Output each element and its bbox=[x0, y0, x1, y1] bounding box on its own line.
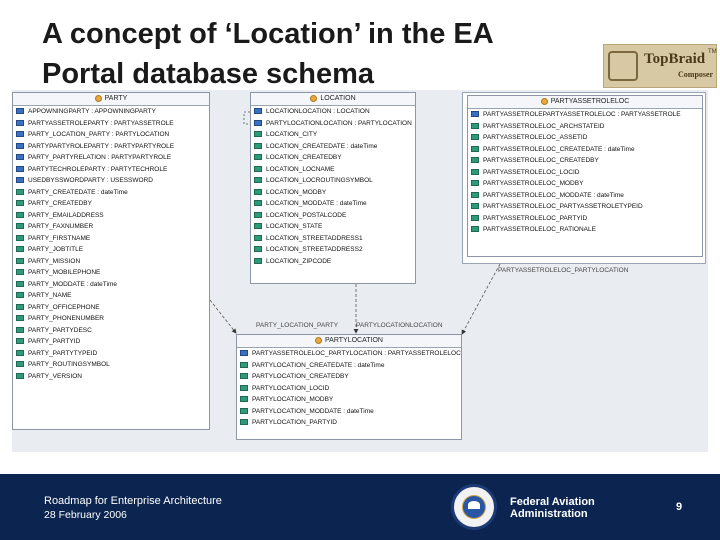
logo-trademark: TM bbox=[708, 49, 717, 55]
column-label: LOCATION_LOCROUTINGSYMBOL bbox=[266, 177, 373, 184]
datatype-property-icon bbox=[16, 338, 24, 344]
table-column-row[interactable] bbox=[13, 152, 209, 164]
datatype-property-icon bbox=[254, 154, 262, 160]
datatype-property-icon bbox=[240, 373, 248, 379]
table-column-row[interactable] bbox=[251, 187, 415, 199]
relation-label-partylocation-location: PARTYLOCATIONLOCATION bbox=[356, 322, 443, 329]
datatype-property-icon bbox=[240, 419, 248, 425]
column-label: PARTYASSETROLEPARTY : PARTYASSETROLE bbox=[28, 119, 174, 127]
datatype-property-icon bbox=[16, 212, 24, 218]
table-column-row[interactable] bbox=[251, 233, 415, 245]
table-column-row[interactable] bbox=[251, 221, 415, 233]
datatype-property-icon bbox=[254, 223, 262, 229]
column-label: PARTYLOCATION_MODDATE : dateTime bbox=[252, 407, 374, 415]
datatype-property-icon bbox=[254, 166, 262, 172]
datatype-property-icon bbox=[471, 180, 479, 186]
column-label: PARTY_MODDATE : dateTime bbox=[28, 280, 117, 288]
datatype-property-icon bbox=[240, 385, 248, 391]
table-column-row[interactable] bbox=[251, 129, 415, 141]
table-column-row[interactable] bbox=[251, 175, 415, 187]
column-label: PARTYLOCATION_MODBY bbox=[252, 396, 334, 403]
table-column-row[interactable] bbox=[468, 224, 702, 236]
table-column-row[interactable] bbox=[251, 210, 415, 222]
datatype-property-icon bbox=[16, 200, 24, 206]
datatype-property-icon bbox=[254, 246, 262, 252]
table-column-row[interactable] bbox=[468, 213, 702, 225]
column-label: PARTYTECHROLEPARTY : PARTYTECHROLE bbox=[28, 165, 168, 173]
table-column-row[interactable] bbox=[13, 325, 209, 337]
table-key-icon bbox=[541, 98, 548, 105]
datatype-property-icon bbox=[471, 157, 479, 163]
table-column-row[interactable] bbox=[13, 256, 209, 268]
relationship-property-icon bbox=[16, 154, 24, 160]
table-column-row[interactable] bbox=[13, 348, 209, 360]
datatype-property-icon bbox=[16, 281, 24, 287]
partyassetroleloc-table-name: PARTYASSETROLELOC bbox=[550, 98, 630, 105]
table-column-row[interactable] bbox=[468, 144, 702, 156]
party-table-name: PARTY bbox=[104, 95, 128, 102]
relationship-property-icon bbox=[254, 120, 262, 126]
table-column-row[interactable] bbox=[237, 394, 461, 406]
table-column-row[interactable] bbox=[13, 198, 209, 210]
table-column-row[interactable] bbox=[13, 106, 209, 118]
datatype-property-icon bbox=[16, 292, 24, 298]
datatype-property-icon bbox=[471, 134, 479, 140]
column-label: PARTY_VERSION bbox=[28, 372, 82, 380]
column-label: APPOWNINGPARTY : APPOWNINGPARTY bbox=[28, 108, 156, 115]
table-column-row[interactable] bbox=[251, 256, 415, 268]
datatype-property-icon bbox=[240, 396, 248, 402]
table-column-row[interactable] bbox=[13, 290, 209, 302]
partylocation-table-name: PARTYLOCATION bbox=[325, 337, 383, 344]
table-column-row[interactable] bbox=[251, 141, 415, 153]
table-column-row[interactable] bbox=[468, 121, 702, 133]
relationship-property-icon bbox=[471, 111, 479, 117]
slide-title bbox=[42, 14, 602, 94]
datatype-property-icon bbox=[471, 123, 479, 129]
table-column-row[interactable] bbox=[251, 118, 415, 130]
datatype-property-icon bbox=[254, 212, 262, 218]
table-column-row[interactable] bbox=[251, 106, 415, 118]
datatype-property-icon bbox=[254, 258, 262, 264]
table-column-row[interactable] bbox=[13, 267, 209, 279]
relationship-property-icon bbox=[16, 177, 24, 183]
datatype-property-icon bbox=[254, 177, 262, 183]
column-label: LOCATION_MODBY bbox=[266, 188, 327, 196]
table-column-row[interactable] bbox=[13, 279, 209, 291]
column-label: LOCATION_CREATEDATE : dateTime bbox=[266, 142, 378, 150]
datatype-property-icon bbox=[16, 269, 24, 275]
relationship-property-icon bbox=[240, 350, 248, 356]
datatype-property-icon bbox=[471, 226, 479, 232]
slide-title-line-1: A concept of ‘Location’ in the EA bbox=[42, 18, 494, 50]
table-column-row[interactable] bbox=[468, 132, 702, 144]
column-label: PARTYASSETROLELOC_RATIONALE bbox=[483, 226, 596, 233]
datatype-property-icon bbox=[471, 146, 479, 152]
footer-agency-name bbox=[510, 496, 595, 520]
table-column-row[interactable] bbox=[13, 129, 209, 141]
column-label: PARTYASSETROLELOC_PARTYLOCATION : PARTYASSETROLELOC bbox=[252, 350, 461, 357]
column-label: PARTY_PHONENUMBER bbox=[28, 315, 104, 322]
table-column-row[interactable] bbox=[13, 187, 209, 199]
datatype-property-icon bbox=[471, 203, 479, 209]
relationship-property-icon bbox=[16, 143, 24, 149]
table-column-row[interactable] bbox=[237, 360, 461, 372]
agency-name-line-1: Federal Aviation bbox=[510, 496, 595, 508]
column-label: PARTYASSETROLELOC_LOCID bbox=[483, 168, 580, 176]
partylocation-table[interactable] bbox=[236, 334, 462, 440]
footer-date: 28 February 2006 bbox=[44, 509, 127, 521]
table-column-row[interactable] bbox=[468, 167, 702, 179]
relationship-property-icon bbox=[16, 131, 24, 137]
relationship-property-icon bbox=[16, 166, 24, 172]
column-label: PARTY_EMAILADDRESS bbox=[28, 211, 104, 219]
column-label: LOCATIONLOCATION : LOCATION bbox=[266, 108, 370, 115]
column-label: PARTY_PARTYDESC bbox=[28, 326, 92, 334]
column-label: PARTY_MISSION bbox=[28, 257, 81, 265]
partylocation-table-header bbox=[237, 335, 461, 348]
column-label: PARTYASSETROLELOC_PARTYID bbox=[483, 214, 588, 222]
column-label: PARTY_NAME bbox=[28, 292, 72, 299]
column-label: PARTY_OFFICEPHONE bbox=[28, 303, 100, 311]
relationship-property-icon bbox=[16, 108, 24, 114]
column-label: PARTYASSETROLELOC_CREATEDBY bbox=[483, 157, 599, 164]
column-label: PARTYLOCATIONLOCATION : PARTYLOCATION bbox=[266, 119, 412, 127]
table-column-row[interactable] bbox=[468, 155, 702, 167]
datatype-property-icon bbox=[240, 362, 248, 368]
column-label: PARTY_CREATEDATE : dateTime bbox=[28, 188, 128, 196]
table-column-row[interactable] bbox=[251, 244, 415, 256]
column-label: PARTYLOCATION_PARTYID bbox=[252, 419, 338, 426]
agency-name-line-2: Administration bbox=[510, 508, 588, 520]
slide-footer bbox=[0, 474, 720, 540]
column-label: LOCATION_MODDATE : dateTime bbox=[266, 200, 367, 207]
table-key-icon bbox=[315, 337, 322, 344]
column-label: PARTY_FAXNUMBER bbox=[28, 223, 94, 230]
party-table[interactable] bbox=[12, 92, 210, 430]
datatype-property-icon bbox=[16, 246, 24, 252]
table-key-icon bbox=[310, 95, 317, 102]
column-label: PARTY_PARTYTYPEID bbox=[28, 349, 98, 357]
column-label: PARTY_PARTYID bbox=[28, 338, 81, 345]
column-label: PARTY_JOBTITLE bbox=[28, 246, 84, 253]
column-label: PARTYLOCATION_CREATEDBY bbox=[252, 373, 349, 380]
column-label: PARTYASSETROLELOC_MODBY bbox=[483, 180, 584, 187]
footer-presentation-title: Roadmap for Enterprise Architecture bbox=[44, 495, 222, 507]
column-label: PARTYLOCATION_CREATEDATE : dateTime bbox=[252, 361, 385, 369]
column-label: PARTYASSETROLEPARTYASSETROLELOC : PARTYASSETROLE bbox=[483, 111, 681, 118]
table-column-row[interactable] bbox=[468, 201, 702, 213]
datatype-property-icon bbox=[240, 408, 248, 414]
relation-label-party-location-party: PARTY_LOCATION_PARTY bbox=[256, 322, 339, 329]
column-label: LOCATION_STATE bbox=[266, 223, 323, 230]
datatype-property-icon bbox=[254, 200, 262, 206]
table-column-row[interactable] bbox=[13, 371, 209, 383]
column-label: LOCATION_ZIPCODE bbox=[266, 257, 332, 265]
column-label: PARTY_CREATEDBY bbox=[28, 200, 92, 207]
datatype-property-icon bbox=[16, 258, 24, 264]
table-column-row[interactable] bbox=[13, 164, 209, 176]
datatype-property-icon bbox=[16, 361, 24, 367]
datatype-property-icon bbox=[471, 192, 479, 198]
datatype-property-icon bbox=[16, 315, 24, 321]
column-label: PARTY_MOBILEPHONE bbox=[28, 269, 101, 276]
datatype-property-icon bbox=[254, 131, 262, 137]
table-column-row[interactable] bbox=[13, 210, 209, 222]
table-column-row[interactable] bbox=[237, 406, 461, 418]
column-label: PARTY_PARTYRELATION : PARTYPARTYROLE bbox=[28, 154, 172, 161]
column-label: PARTYLOCATION_LOCID bbox=[252, 384, 330, 392]
relationship-property-icon bbox=[16, 120, 24, 126]
datatype-property-icon bbox=[254, 235, 262, 241]
partyassetroleloc-table[interactable] bbox=[467, 95, 703, 257]
location-table[interactable] bbox=[250, 92, 416, 284]
datatype-property-icon bbox=[471, 215, 479, 221]
slide-title-line-2: Portal database schema bbox=[42, 58, 375, 90]
datatype-property-icon bbox=[16, 235, 24, 241]
table-column-row[interactable] bbox=[13, 233, 209, 245]
column-label: LOCATION_CREATEDBY bbox=[266, 154, 342, 161]
datatype-property-icon bbox=[254, 143, 262, 149]
table-column-row[interactable] bbox=[13, 302, 209, 314]
column-label: PARTYASSETROLELOC_ASSETID bbox=[483, 134, 588, 141]
table-column-row[interactable] bbox=[468, 190, 702, 202]
partyassetroleloc-table-header bbox=[468, 96, 702, 109]
table-column-row[interactable] bbox=[13, 141, 209, 153]
table-column-row[interactable] bbox=[251, 198, 415, 210]
table-column-row[interactable] bbox=[468, 178, 702, 190]
page-number: 9 bbox=[676, 501, 683, 513]
topbraid-emblem-icon bbox=[608, 51, 638, 81]
location-table-header bbox=[251, 93, 415, 106]
datatype-property-icon bbox=[254, 189, 262, 195]
datatype-property-icon bbox=[16, 223, 24, 229]
table-column-row[interactable] bbox=[237, 417, 461, 429]
column-label: PARTY_FIRSTNAME bbox=[28, 234, 91, 242]
column-label: PARTYASSETROLELOC_ARCHSTATEID bbox=[483, 122, 605, 130]
table-column-row[interactable] bbox=[251, 152, 415, 164]
table-column-row[interactable] bbox=[13, 336, 209, 348]
table-column-row[interactable] bbox=[251, 164, 415, 176]
datatype-property-icon bbox=[471, 169, 479, 175]
topbraid-composer-logo bbox=[603, 44, 717, 88]
faa-seal-icon bbox=[451, 484, 497, 530]
table-column-row[interactable] bbox=[13, 313, 209, 325]
column-label: PARTYPARTYROLEPARTY : PARTYPARTYROLE bbox=[28, 142, 175, 150]
column-label: PARTY_ROUTINGSYMBOL bbox=[28, 361, 110, 368]
column-label: LOCATION_CITY bbox=[266, 131, 318, 138]
column-label: PARTYASSETROLELOC_PARTYASSETROLETYPEID bbox=[483, 203, 643, 210]
table-column-row[interactable] bbox=[13, 175, 209, 187]
relationship-property-icon bbox=[254, 108, 262, 114]
column-label: PARTYASSETROLELOC_CREATEDATE : dateTime bbox=[483, 145, 635, 153]
table-column-row[interactable] bbox=[237, 371, 461, 383]
table-column-row[interactable] bbox=[13, 221, 209, 233]
column-label: LOCATION_POSTALCODE bbox=[266, 211, 347, 219]
column-label: PARTYASSETROLELOC_MODDATE : dateTime bbox=[483, 191, 624, 199]
datatype-property-icon bbox=[16, 189, 24, 195]
table-column-row[interactable] bbox=[13, 118, 209, 130]
column-label: LOCATION_LOCNAME bbox=[266, 165, 335, 173]
column-label: LOCATION_STREETADDRESS1 bbox=[266, 234, 363, 242]
column-label: PARTY_LOCATION_PARTY : PARTYLOCATION bbox=[28, 131, 170, 138]
datatype-property-icon bbox=[16, 350, 24, 356]
datatype-property-icon bbox=[16, 304, 24, 310]
table-key-icon bbox=[95, 95, 102, 102]
party-table-header bbox=[13, 93, 209, 106]
table-column-row[interactable] bbox=[468, 109, 702, 121]
table-column-row[interactable] bbox=[237, 383, 461, 395]
table-column-row[interactable] bbox=[237, 348, 461, 360]
logo-name: TopBraid bbox=[644, 51, 706, 67]
location-table-name: LOCATION bbox=[320, 95, 356, 102]
datatype-property-icon bbox=[16, 373, 24, 379]
relation-label-partyassetroleloc-partylocation: PARTYASSETROLELOC_PARTYLOCATION bbox=[498, 267, 629, 274]
table-column-row[interactable] bbox=[13, 359, 209, 371]
faa-seal-eagle bbox=[468, 501, 480, 509]
column-label: LOCATION_STREETADDRESS2 bbox=[266, 246, 363, 253]
datatype-property-icon bbox=[16, 327, 24, 333]
logo-subtitle: Composer bbox=[678, 70, 714, 79]
column-label: USEDBYSSWORDPARTY : USESSWORD bbox=[28, 177, 153, 184]
table-column-row[interactable] bbox=[13, 244, 209, 256]
